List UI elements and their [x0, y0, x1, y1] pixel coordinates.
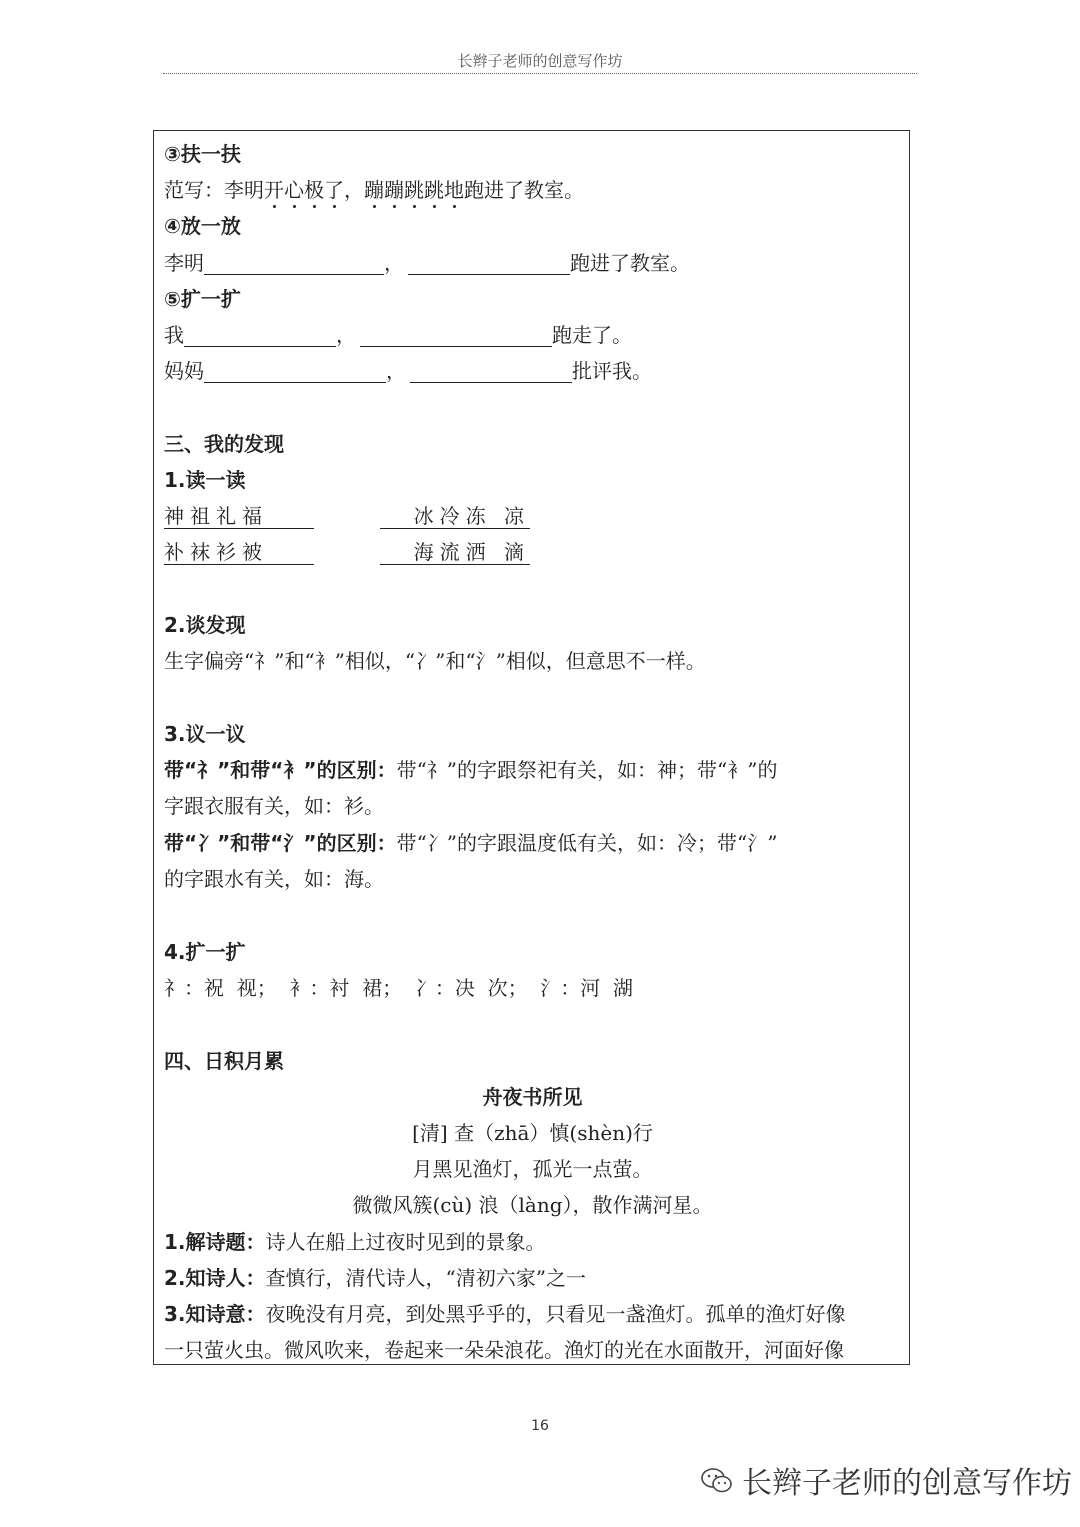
item-3-cont: 一只萤火虫。微风吹来，卷起来一朵朵浪花。渔灯的光在水面散开，河面好像	[164, 1338, 844, 1362]
fanxie-line	[164, 178, 584, 202]
expand-text: 礻：祝 视； 衤：衬 裙； 冫：决 次； 氵：河 湖	[164, 976, 634, 1000]
read-group-2: 冰冷冻 凉	[380, 504, 530, 529]
talk-text: 生字偏旁“礻”和“衤”相似，“冫”和“氵”相似，但意思不一样。	[164, 649, 706, 673]
read-heading: 1.读一读	[164, 468, 246, 492]
fanxie-prefix: 范写：李明	[164, 178, 264, 202]
kuo-line-1	[164, 323, 632, 347]
read-group-4: 海流洒 滴	[380, 540, 530, 565]
fang-blank-1[interactable]	[204, 254, 384, 275]
discuss-1-text: 带“礻”的字跟祭祀有关，如：神；带“衤”的	[396, 758, 778, 782]
kuo2-start: 妈妈	[164, 359, 204, 383]
page-number: 16	[531, 1418, 549, 1434]
item-1-text: 诗人在船上过夜时见到的景象。	[265, 1230, 546, 1254]
section4-heading: 四、日积月累	[164, 1049, 284, 1073]
kuo1-blank-1[interactable]	[184, 326, 336, 347]
discuss-heading: 3.议一议	[164, 722, 246, 746]
fang-heading: ④放一放	[164, 214, 241, 238]
fang-blank-2[interactable]	[408, 254, 570, 275]
poem-title: 舟夜书所见	[482, 1085, 583, 1109]
discuss-1	[164, 758, 777, 782]
watermark-text: 长辫子老师的创意写作坊	[742, 1466, 1072, 1501]
item-3	[164, 1302, 846, 1326]
read-row-2	[164, 540, 530, 565]
emphasis-char: 地	[444, 178, 464, 202]
read-row-1	[164, 504, 530, 529]
item-3-text: 夜晚没有月亮，到处黑乎乎的，只看见一盏渔灯。孤单的渔灯好像	[265, 1302, 846, 1326]
read-group-1: 神祖礼福	[164, 504, 314, 529]
item-1	[164, 1230, 546, 1254]
fang-end: 跑进了教室。	[570, 251, 690, 275]
header-divider	[163, 73, 917, 74]
header-title: 长辫子老师的创意写作坊	[457, 52, 623, 70]
item-2-text: 查慎行，清代诗人，“清初六家”之一	[265, 1266, 586, 1290]
wechat-icon	[700, 1466, 734, 1504]
section3-heading: 三、我的发现	[164, 432, 284, 456]
fanxie-dotted	[264, 178, 344, 202]
discuss-2-cont: 的字跟水有关，如：海。	[164, 867, 384, 891]
fang-line	[164, 251, 690, 275]
poem-line-2: 微微风簇(cù) 浪（làng），散作满河星。	[352, 1193, 713, 1217]
watermark	[700, 1458, 1072, 1504]
poem-author: [清] 查（zhā）慎(shèn)行	[412, 1121, 653, 1145]
kuo1-blank-2[interactable]	[360, 326, 552, 347]
talk-heading: 2.谈发现	[164, 613, 246, 637]
item-2	[164, 1266, 586, 1290]
fanxie-suffix: 跑进了教室。	[464, 178, 584, 202]
discuss-1-bold: 带“礻”和带“衤”的区别：	[164, 758, 397, 782]
kuo2-end: 批评我。	[572, 359, 652, 383]
kuo2-comma: ，	[386, 359, 406, 383]
fanxie-dotted-2	[364, 178, 464, 202]
poem-line-1: 月黑见渔灯，孤光一点萤。	[412, 1157, 653, 1181]
fu-heading: ③扶一扶	[164, 142, 241, 166]
fang-comma: ，	[384, 251, 404, 275]
item-3-bold: 3.知诗意：	[164, 1302, 266, 1326]
fanxie-mid: ，	[344, 178, 364, 202]
kuo1-start: 我	[164, 323, 184, 347]
kuo-heading: ⑤扩一扩	[164, 287, 241, 311]
emphasis-char: 跳	[424, 178, 444, 202]
emphasis-char: 跳	[404, 178, 424, 202]
discuss-2	[164, 831, 777, 855]
kuo2-blank-2[interactable]	[410, 362, 572, 383]
kuo1-comma: ，	[336, 323, 356, 347]
content-box	[153, 130, 910, 1365]
expand-heading: 4.扩一扩	[164, 940, 246, 964]
item-2-bold: 2.知诗人：	[164, 1266, 266, 1290]
discuss-1-cont: 字跟衣服有关，如：衫。	[164, 794, 384, 818]
emphasis-char: 了	[324, 178, 344, 202]
emphasis-char: 极	[304, 178, 324, 202]
item-1-bold: 1.解诗题：	[164, 1230, 266, 1254]
discuss-2-text: 带“冫”的字跟温度低有关，如：冷；带“氵”	[396, 831, 778, 855]
kuo1-end: 跑走了。	[552, 323, 632, 347]
fang-start: 李明	[164, 251, 204, 275]
kuo2-blank-1[interactable]	[204, 362, 386, 383]
discuss-2-bold: 带“冫”和带“氵”的区别：	[164, 831, 397, 855]
emphasis-char: 开	[264, 178, 284, 202]
emphasis-char: 心	[284, 178, 304, 202]
emphasis-char: 蹦	[364, 178, 384, 202]
kuo-line-2	[164, 359, 652, 383]
emphasis-char: 蹦	[384, 178, 404, 202]
read-group-3: 补袜衫被	[164, 540, 314, 565]
